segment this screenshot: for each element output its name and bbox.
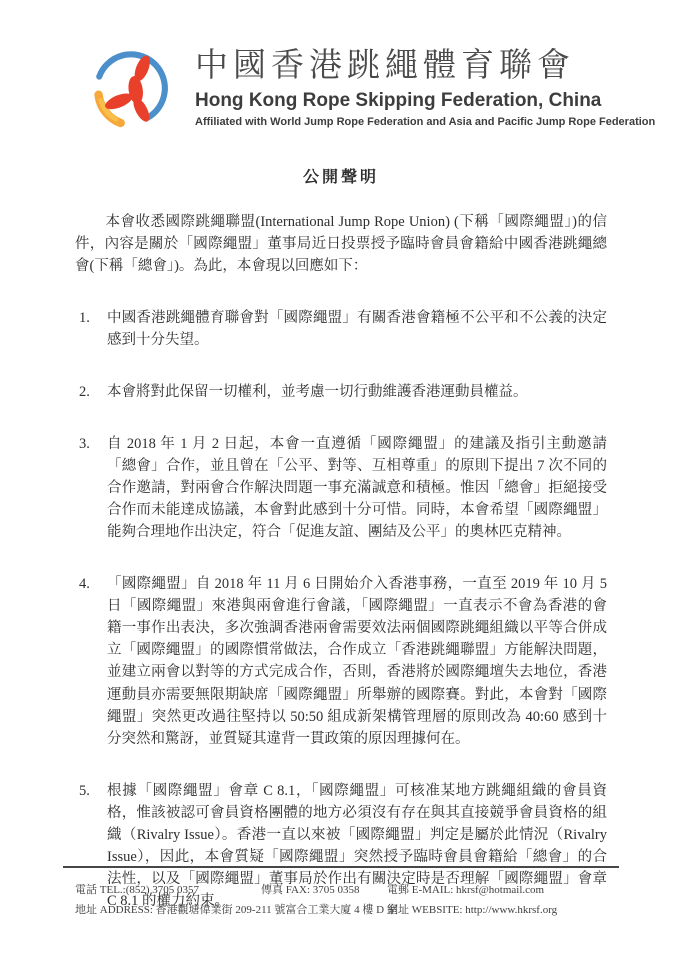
point-text: 中國香港跳繩體育聯會對「國際繩盟」有關香港會籍極不公平和不公義的決定感到十分失望。 [107, 310, 607, 349]
statement-point-3 [79, 433, 607, 543]
point-text: 本會將對此保留一切權利，並考慮一切行動維護香港運動員權益。 [107, 384, 528, 401]
point-number: 3. [79, 436, 90, 453]
document-footer [63, 866, 619, 917]
statement-heading: 公開聲明 [302, 169, 379, 186]
federation-logo-icon [83, 44, 179, 138]
contact-grid [63, 881, 619, 917]
phone-line: 電話 TEL.:(852) 3705 0357 [75, 884, 200, 896]
statement-points-list [75, 307, 607, 912]
point-text: 「國際繩盟」自 2018 年 11 月 6 日開始介入香港事務，一直至 2019 年 10 月 5 日「國際繩盟」來港與兩會進行會議，「國際繩盟」一直表示不會為香港的會籍一事作出表決，多次強調香港兩會需要效法兩個國際跳繩組織以平等合併成立「國際繩盟」的國際慣常做法，合作成立「香港跳繩聯盟」方能解決問題，並建立兩會以對等的方式完成合作，否則，香港將於國際繩壇失去地位，香港運動員亦需要無限期缺席「國際繩盟」所舉辦的國際賽。對此，本會對「國際繩盟」突然更改過往堅持以 50:50 組成新架構管理層的原則改為 40:60 感到十分突然和驚訝，並質疑其違背一貫政策的原因理據何在。 [107, 576, 607, 747]
letterhead [83, 44, 656, 138]
email-line: 電郵 E-MAIL: hkrsf@hotmail.com [387, 884, 545, 896]
address-line: 地址 ADDRESS: 香港觀塘偉業街 209-211 號富合工業大廈 4 樓 D 室 [75, 904, 398, 916]
point-number: 4. [79, 576, 90, 593]
point-text: 自 2018 年 1 月 2 日起，本會一直遵循「國際繩盟」的建議及指引主動邀請「總會」合作，並且曾在「公平、對等、互相尊重」的原則下提出 7 次不同的合作邀請，對兩會合作解決問題一事充滿誠意和積極。惟因「總會」拒絕接受合作而未能達成協議，本會對此感到十分可惜。同時，本會希望「國際繩盟」能夠合理地作出決定，符合「促進友誼、團結及公平」的奧林匹克精神。 [107, 436, 607, 541]
intro-paragraph: 本會收悉國際跳繩聯盟(International Jump Rope Union) (下稱「國際繩盟」)的信件，內容是關於「國際繩盟」董事局近日投票授予臨時會員會籍給中國香港跳繩總會(下稱「總會」)。為此，本會現以回應如下： [75, 214, 607, 275]
statement-point-2 [79, 381, 607, 403]
point-number: 5. [79, 782, 90, 799]
statement-point-4 [79, 573, 607, 749]
website-line: 網址 WEBSITE: http://www.hkrsf.org [387, 904, 558, 916]
affiliation-line: Affiliated with World Jump Rope Federation and Asia and Pacific Jump Rope Federation [195, 115, 656, 128]
org-name-english: Hong Kong Rope Skipping Federation, China [195, 89, 602, 111]
point-number: 2. [79, 384, 90, 401]
point-text: 根據「國際繩盟」會章 C 8.1，「國際繩盟」可核准某地方跳繩組織的會員資格，惟該被認可會員資格團體的地方必須沒有存在與其直接競爭會員資格的組織（Rivalry Issue）。香港一直以來被「國際繩盟」判定是屬於此情況（Rivalry Issue），因此，本會質疑「國際繩盟」突然授予臨時會員會籍給「總會」的合法性，以及「國際繩盟」董事局於作出有關決定時是否理解「國際繩盟」會章 C 8.1 的權力約束。 [107, 782, 607, 909]
point-number: 1. [79, 310, 90, 327]
fax-line: 傳真 FAX: 3705 0358 [261, 884, 360, 896]
org-name-chinese: 中國香港跳繩體育聯會 [195, 48, 575, 84]
statement-point-1 [79, 307, 607, 351]
letterhead-titles [195, 44, 655, 128]
